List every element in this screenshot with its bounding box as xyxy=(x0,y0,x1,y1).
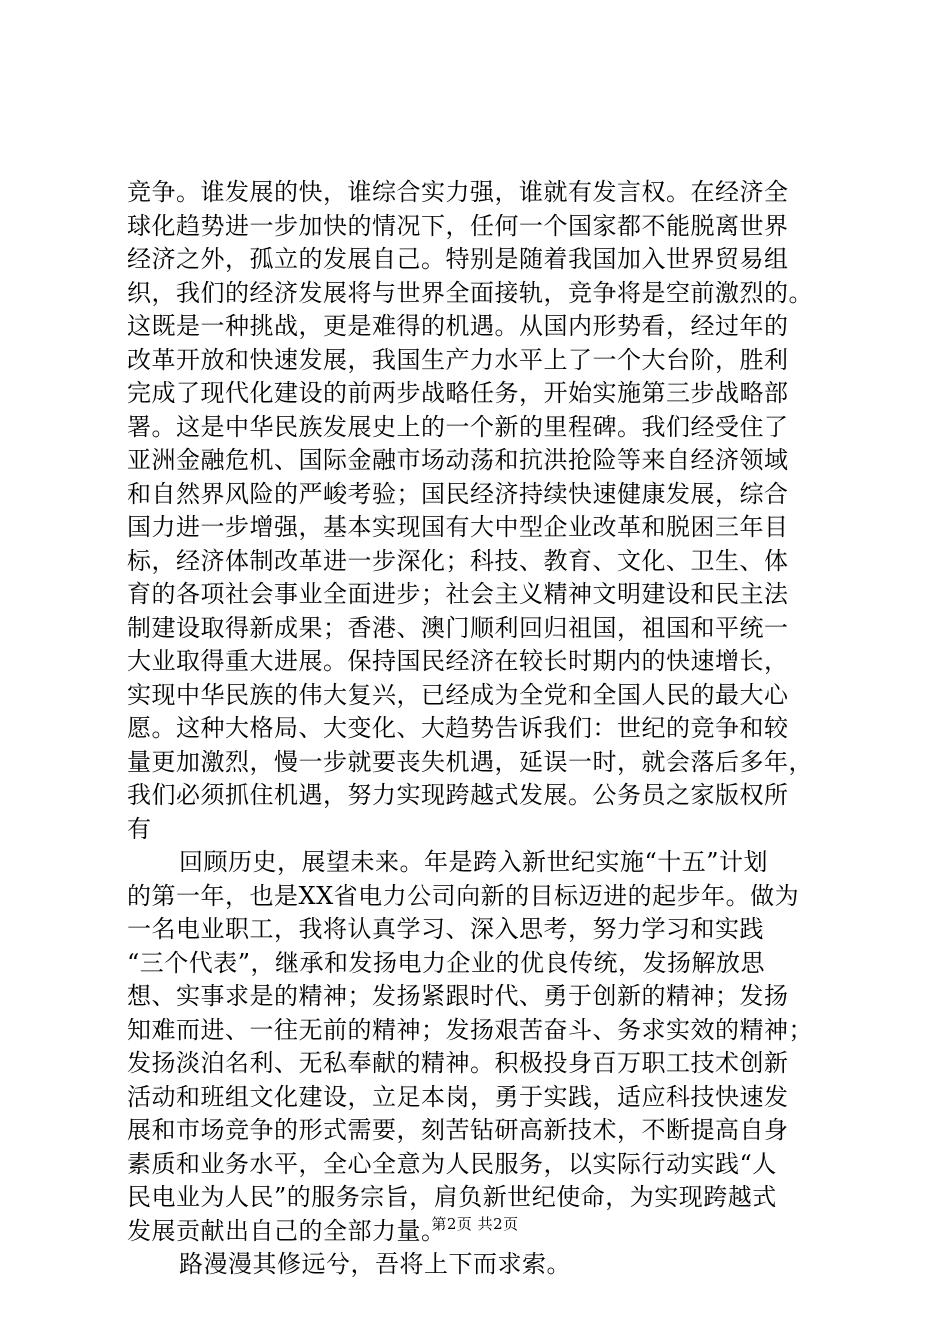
text-line: 发展贡献出自己的全部力量。 xyxy=(127,1216,446,1245)
text-line: 实现中华民族的伟大复兴，已经成为全党和全国人民的最大心 xyxy=(127,680,789,709)
text-line: 标，经济体制改革进一步深化；科技、教育、文化、卫生、体 xyxy=(127,546,789,575)
text-line: 我们必须抓住机遇，努力实现跨越式发展。公务员之家版权所 xyxy=(127,781,789,809)
text-line: 竞争。谁发展的快，谁综合实力强，谁就有发言权。在经济全 xyxy=(127,178,789,206)
text-line: 展和市场竞争的形式需要，刻苦钻研高新技术，不断提高自身 xyxy=(127,1116,789,1144)
paragraph-start-line: 回顾历史，展望未来。年是跨入新世纪实施“十五”计划 xyxy=(179,848,769,876)
text-line: 量更加激烈，慢一步就要丧失机遇，延误一时，就会落后多年， xyxy=(127,747,813,776)
closing-line: 路漫漫其修远兮，吾将上下而求索。 xyxy=(179,1250,571,1278)
text-line: 民电业为人民”的服务宗旨，肩负新世纪使命，为实现跨越式 xyxy=(127,1183,777,1211)
text-line: 的第一年，也是XX省电力公司向新的目标迈进的起步年。做为 xyxy=(127,881,800,910)
text-line: 改革开放和快速发展，我国生产力水平上了一个大台阶，胜利 xyxy=(127,345,789,374)
text-line: 活动和班组文化建设，立足本岗，勇于实践，适应科技快速发 xyxy=(127,1082,789,1111)
text-line: 发扬淡泊名利、无私奉献的精神。积极投身百万职工技术创新 xyxy=(127,1049,789,1077)
document-body xyxy=(127,176,862,1282)
text-line: 亚洲金融危机、国际金融市场动荡和抗洪抢险等来自经济领域 xyxy=(127,446,789,474)
text-line: 知难而进、一往无前的精神；发扬艰苦奋斗、务求实效的精神； xyxy=(127,1015,813,1044)
text-line: 织，我们的经济发展将与世界全面接轨，竞争将是空前激烈的。 xyxy=(127,278,813,307)
page-footer: 第2页 共2页 xyxy=(431,1215,519,1233)
text-line: 育的各项社会事业全面进步；社会主义精神文明建设和民主法 xyxy=(127,580,789,608)
text-line: 和自然界风险的严峻考验；国民经济持续快速健康发展，综合 xyxy=(127,479,789,508)
text-line: 一名电业职工，我将认真学习、深入思考，努力学习和实践 xyxy=(127,915,764,943)
text-line: 大业取得重大进展。保持国民经济在较长时期内的快速增长， xyxy=(127,647,789,675)
text-line: 制建设取得新成果；香港、澳门顺利回归祖国，祖国和平统一 xyxy=(127,613,789,642)
text-line: 署。这是中华民族发展史上的一个新的里程碑。我们经受住了 xyxy=(127,412,789,441)
text-line: 想、实事求是的精神；发扬紧跟时代、勇于创新的精神；发扬 xyxy=(127,982,789,1010)
text-line: 素质和业务水平，全心全意为人民服务，以实际行动实践“人 xyxy=(127,1149,777,1178)
text-line: 有 xyxy=(127,814,152,843)
text-line: 愿。这种大格局、大变化、大趋势告诉我们：世纪的竞争和较 xyxy=(127,714,789,742)
text-line: “三个代表”，继承和发扬电力企业的优良传统，发扬解放思 xyxy=(127,948,766,977)
text-line: 这既是一种挑战，更是难得的机遇。从国内形势看，经过年的 xyxy=(127,312,789,340)
text-line: 完成了现代化建设的前两步战略任务，开始实施第三步战略部 xyxy=(127,379,789,407)
text-line: 经济之外，孤立的发展自己。特别是随着我国加入世界贸易组 xyxy=(127,245,789,273)
text-line: 球化趋势进一步加快的情况下，任何一个国家都不能脱离世界 xyxy=(127,211,789,240)
text-line: 国力进一步增强，基本实现国有大中型企业改革和脱困三年目 xyxy=(127,513,789,541)
